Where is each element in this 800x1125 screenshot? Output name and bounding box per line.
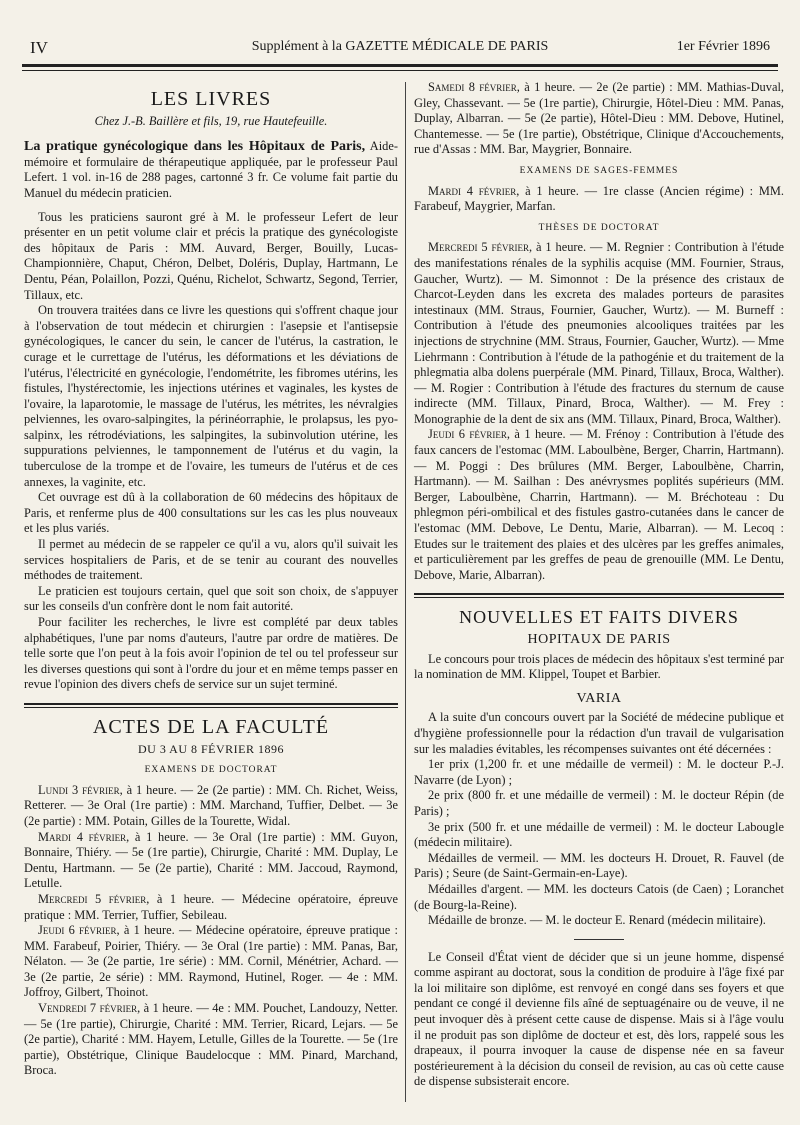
section-divider xyxy=(414,593,784,598)
issue-date: 1er Février 1896 xyxy=(676,39,770,54)
exam-entry: Jeudi 6 février, à 1 heure. — Médecine opératoire, épreuve pratique : MM. Farabeuf, Poirier, Thiéry. — 3e Oral (1re partie) : MM. Panas, Bar, Nélaton. — 3e (2e partie, 1re série) : MM. Cornil, Ménétrier, Achard. — 3e (2e partie, 2e série) : MM. Raymond, Hutinel, Roger. — 4e : MM. Joffroy, Gilbert, Thoinot. xyxy=(24,923,399,1000)
actes-dates: DU 3 AU 8 FÉVRIER 1896 xyxy=(137,741,284,756)
varia-paragraph: 1er prix (1,200 fr. et une médaille de vermeil) : M. le docteur P.-J. Navarre (de Lyon) ; xyxy=(414,757,784,787)
thesis-entry: Jeudi 6 février, à 1 heure. — M. Frénoy : Contribution à l'étude des faux cancers de l'estomac (MM. Laboulbène, Berger, Charrin, Hartmann). — M. Poggi : Des brûlures (MM. Berger, Laboulbène, Charrin, Hartmann). — M. Sailhan : Des anévrysmes poplités supérieurs (MM. Berger, Laboulbène, Charrin, Hartmann). — M. Bréchoteau : Du phlegmon péri-ombilical et des fistules gastro-cutanées dans le cancer de l'estomac (MM. Debove, Le Dentu, Marie, Albarran). — M. Lecoq : Etudes sur le traitement des plaies et des ulcères par les greffes animales, et particulièrement par les greffes de peau de grenouille (MM. Le Dentu, Debove, Marie, Albarran). xyxy=(414,427,784,582)
book-description: Aide-mémoire et formulaire de thérapeutique appliquée, par le professeur Paul Lefert. 1 vol. in-16 de 288 pages, cartonné 3 fr. Ce volume fait partie du Manuel du médecin praticien. xyxy=(24,139,398,200)
varia-paragraph: Médaille de bronze. — M. le docteur E. Renard (médecin militaire). xyxy=(428,913,766,928)
exam-entry: Mardi 4 février, à 1 heure. — 3e Oral (1re partie) : MM. Guyon, Bonnaire, Thiéry. — 5e (1re partie), Chirurgie, Charité : MM. Duplay, Le Dentu, Hartmann. — 5e (2e partie), Charité : MM. Jaccoud, Raymond, Letulle. xyxy=(24,829,398,891)
varia-paragraph: Médailles d'argent. — MM. les docteurs Catois (de Caen) ; Loranchet (de Bourg-la-Reine). xyxy=(414,881,784,912)
exam-entry: Samedi 8 février, à 1 heure. — 2e (2e partie) : MM. Mathias-Duval, Gley, Chassevant. — 5e (1re partie), Chirurgie, Hôtel-Dieu : MM. Panas, Duplay, Albarran. — 5e (2e partie), Hôtel-Dieu : MM. Debove, Hutinel, Chantemesse. — 5e (1re partie), Obstétrique, Clinique d'Accouchements, rue d'Assas : MM. Bar, Maygrier, Bonnaire. xyxy=(414,80,784,157)
theses-heading: THÈSES DE DOCTORAT xyxy=(538,222,660,233)
running-title: Supplément à la GAZETTE MÉDICALE DE PARIS xyxy=(251,39,549,54)
review-paragraph: On trouvera traitées dans ce livre les questions qui s'offrent chaque jour à l'observation de tout médecin et chirurgien : l'asepsie et l'antisepsie gynécologiques, le cancer du sein, le cancer de l'utérus, la castration, le curage et le currettage de l'utérus, les déformations et les déviations de l'utérus, l'électricité en gynécologie, l'endométrite, les fibromes utérins, les fistules, l'hystérectomie, les injections utérines et vaginales, les kystes de l'ovaire, la laparotomie, le massage de l'utérus, les métrites, les névralgies pelviennes, les ovaro-salpingites, la périnéorraphie, le prolapsus, les pyo-salpinx, les rétrodéviations, les salpingites, la subinvolution utérine, les suppurations pelviennes, le tamponnement de l'utérus et du vagin, la tuberculose de la trompe et de l'ovaire, les tumeurs de l'utérus et de ces annexes, la vaginite, etc. xyxy=(24,303,398,489)
sages-femmes-heading: EXAMENS DE SAGES-FEMMES xyxy=(519,165,679,176)
examens-heading: EXAMENS DE DOCTORAT xyxy=(144,765,278,776)
review-paragraph: Tous les praticiens sauront gré à M. le professeur Lefert de leur présenter en un petit volume clair et précis la pratique des gynécologiste des hôpitaux de Paris : MM. Auvard, Berger, Bouilly, Lucas-Championnière, Chaput, Chéron, Delbet, Doléris, Duplay, Hartmann, Le Dentu, Péan, Polaillon, Pozzi, Quénu, Richelot, Schwartz, Segond, Terrier, Tillaux, etc. xyxy=(24,209,398,302)
hopitaux-paragraph: Le concours pour trois places de médecin des hôpitaux s'est terminé par la nomination de MM. Klippel, Toupet et Barbier. xyxy=(414,651,784,682)
page-number: IV xyxy=(30,38,48,57)
review-paragraph: Le praticien est toujours certain, quel que soit son choix, de s'appuyer sur les conseils d'un confrère dont le nom fait autorité. xyxy=(24,583,398,614)
hopitaux-heading: HOPITAUX DE PARIS xyxy=(527,632,671,647)
page-header xyxy=(30,36,770,60)
varia-heading: VARIA xyxy=(576,690,622,706)
thesis-entry: Mercredi 5 février, à 1 heure. — M. Regnier : Contribution à l'étude des manifestations rénales de la syphilis acquise (MM. Fournier, Straus, Gaucher, Wurtz). — M. Simonnot : De la présence des cristaux de Charcot-Leyden dans les excreta des malades porteurs de parasites intestinaux (MM. Straus, Fournier, Gaucher, Wurtz). — M. Burneff : Contribution à l'étude des pneumonies alcooliques traitées par les injections de strychnine (MM. Straus, Fournier, Gaucher, Wurtz). — Mme Liehrmann : Contribution à l'étude de la pathogénie et du traitement de la phlegmatia alba dolens puerpérale (MM. Pinard, Tillaux, Broca, Walther). — M. Rogier : Contribution à l'étude des fractures du sternum de cause indirecte (MM. Tillaux, Pinard, Broca, Walther). — M. Frey : Monographie de la dent de six ans (MM. Tillaux, Pinard, Broca, Walther). xyxy=(414,240,784,426)
review-paragraph: Il permet au médecin de se rappeler ce qu'il a vu, alors qu'il suivait les services hospitaliers de Paris, et de se tenir au courant des nouvelles méthodes de traitement. xyxy=(24,537,398,583)
varia-paragraph: 3e prix (500 fr. et une médaille de vermeil) : M. le docteur Labougle (médecin militaire). xyxy=(414,819,784,850)
book-entry xyxy=(24,139,398,201)
short-divider xyxy=(574,939,624,940)
exam-entry: Vendredi 7 février, à 1 heure. — 4e : MM. Pouchet, Landouzy, Netter. — 5e (1re partie), Chirurgie, Charité : MM. Terrier, Ricard, Lejars. — 5e (2e partie), Charité : MM. Hayem, Letulle, Gilles de la Tourette. — 5e (1re partie), Obstétrique, Clinique Baudelocque : MM. Pinard, Marchand, Broca. xyxy=(24,1001,399,1078)
varia-paragraph: 2e prix (800 fr. et une médaille de vermeil) : M. le docteur Répin (de Paris) ; xyxy=(414,788,784,818)
section-title-actes: ACTES DE LA FACULTÉ xyxy=(92,715,330,738)
varia-paragraph: A la suite d'un concours ouvert par la Société de médecine publique et d'hygiène professionnelle pour la rédaction d'un travail de vulgarisation sur les maladies évitables, les récompenses suivantes ont été décernées : xyxy=(414,710,784,756)
review-paragraph: Pour faciliter les recherches, le livre est complété par deux tables alphabétiques, l'une par noms d'auteurs, l'autre par ordre de matières. De telle sorte que l'on peut à la fois avoir l'opinion de tel ou tel professeur sur les diverses questions qui sont à l'ordre du jour et en même temps passer en revue l'opinion des divers chefs de service sur un sujet terminé. xyxy=(24,615,398,692)
section-divider xyxy=(24,703,398,708)
section-title-livres: LES LIVRES xyxy=(150,88,272,110)
exam-entry: Lundi 3 février, à 1 heure. — 2e (2e partie) : MM. Ch. Richet, Weiss, Retterer. — 3e Oral (1re partie) : MM. Marchand, Tuffier, Delbet. — 3e (2e partie) : MM. Potain, Gilles de la Tourette, Widal. xyxy=(24,782,398,828)
varia-paragraph: Médailles de vermeil. — MM. les docteurs H. Drouet, R. Fauvel (de Paris) ; Seure (de Saint-Germain-en-Laye). xyxy=(414,850,784,881)
left-column xyxy=(24,80,398,1079)
book-title: La pratique gynécologique dans les Hôpitaux de Paris, xyxy=(24,139,366,155)
header-rule-thin xyxy=(22,70,778,71)
section-title-nouvelles: NOUVELLES ET FAITS DIVERS xyxy=(459,607,739,628)
conseil-paragraph: Le Conseil d'État vient de décider que si un jeune homme, dispensé comme aspirant au doctorat, sous la condition de produire à l'âge fixé par la loi militaire son diplôme, est renvoyé en congé dans ses foyers et que pendant ce congé il devienne fils aîné de septuagénaire ou de veuve, il ne peut invoquer dès à présent cette cause de dispense. Mais si à l'âge voulu il ne produit pas son diplôme de docteur et est, dès lors, rappelé sous les drapeaux, il pourra invoquer la cause de dispense née en sa faveur postérieurement à la décision du conseil de revision, au cas où cette cause de dispense subsisterait encore. xyxy=(414,949,784,1089)
right-column xyxy=(414,80,784,1090)
header-rule xyxy=(22,64,778,67)
publisher-line: Chez J.-B. Baillère et fils, 19, rue Hautefeuille. xyxy=(94,113,328,128)
column-separator xyxy=(405,82,406,1102)
exam-entry: Mardi 4 février, à 1 heure. — 1re classe (Ancien régime) : MM. Farabeuf, Maygrier, Marfan. xyxy=(414,183,784,214)
exam-entry: Mercredi 5 février, à 1 heure. — Médecine opératoire, épreuve pratique : MM. Terrier, Tuffier, Sebileau. xyxy=(24,891,398,922)
review-paragraph: Cet ouvrage est dû à la collaboration de 60 médecins des hôpitaux de Paris, et renferme plus de 400 consultations sur les cas les plus nouveaux et les plus variés. xyxy=(24,490,398,536)
